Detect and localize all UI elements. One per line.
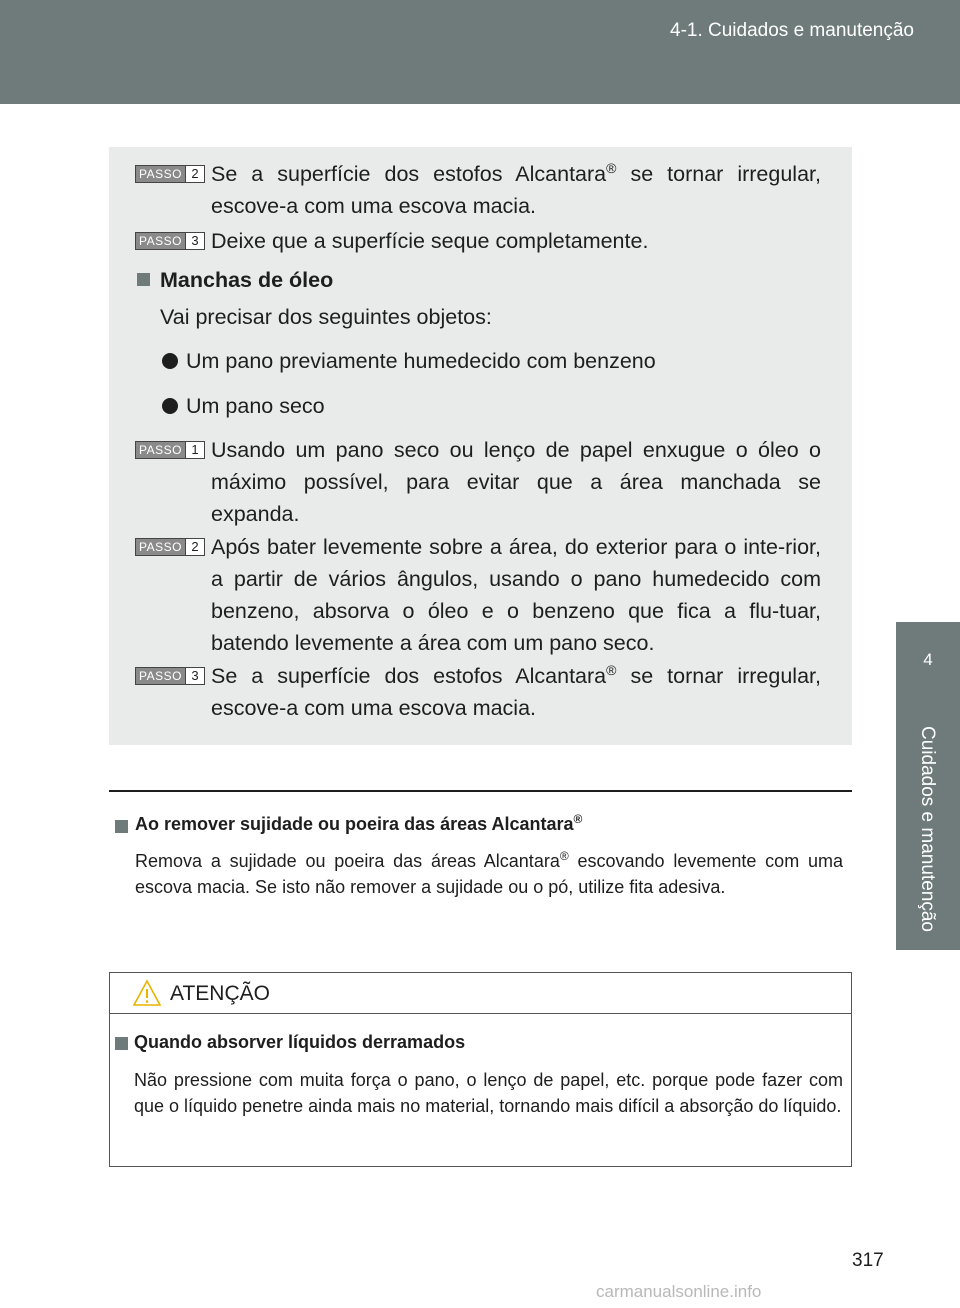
step-badge-number: 3 [185, 233, 204, 249]
chapter-label: Cuidados e manutenção [917, 726, 938, 932]
oil-bullet: Um pano previamente humedecido com benzeno [186, 349, 656, 373]
watermark: carmanualsonline.info [596, 1282, 762, 1301]
step-badge-word: PASSO [136, 539, 185, 555]
warning-box [109, 972, 852, 1167]
step-badge [135, 538, 205, 556]
step-badge-word: PASSO [136, 442, 185, 458]
bullet-dot [162, 353, 178, 369]
oil-heading: Manchas de óleo [160, 268, 334, 292]
warning-title: Quando absorver líquidos derramados [134, 1032, 466, 1052]
section-square-marker [137, 273, 150, 286]
step-badge [135, 441, 205, 459]
chapter-side-tab [896, 104, 960, 1204]
step-badge-word: PASSO [136, 668, 185, 684]
note-body: Remova a sujidade ou poeira das áreas Alcantara® escovando levemente com uma escova macia. Se isto não remover a sujidade ou o pó, utilize fita adesiva. [135, 849, 843, 897]
step-badge-word: PASSO [136, 166, 185, 182]
note-title: Ao remover sujidade ou poeira das áreas Alcantara® [135, 812, 583, 834]
chapter-label-block [896, 720, 960, 950]
oil-intro: Vai precisar dos seguintes objetos: [160, 305, 492, 329]
step-text: Se a superfície dos estofos Alcantara® se tornar irregular, escove-a com uma escova macia. [211, 661, 821, 720]
step-text: Se a superfície dos estofos Alcantara® se tornar irregular, escove-a com uma escova macia. [211, 159, 821, 218]
warning-header [110, 973, 851, 1014]
step-badge-word: PASSO [136, 233, 185, 249]
step-badge [135, 667, 205, 685]
step-text: Deixe que a superfície seque completamente. [211, 229, 649, 253]
warning-triangle-icon [132, 979, 162, 1007]
step-badge-number: 3 [185, 668, 204, 684]
section-divider [109, 790, 852, 792]
step-badge-number: 2 [185, 539, 204, 555]
warning-body: Não pressione com muita força o pano, o lenço de papel, etc. porque pode fazer com que o líquido penetre ainda mais no material, tornando mais difícil a absorção do líquido. [134, 1070, 843, 1116]
section-square-marker [115, 1037, 128, 1050]
oil-bullet: Um pano seco [186, 394, 325, 418]
step-badge-number: 1 [185, 442, 204, 458]
page-number: 317 [852, 1250, 884, 1271]
bullet-dot [162, 398, 178, 414]
step-badge [135, 165, 205, 183]
step-text: Após bater levemente sobre a área, do exterior para o inte-rior, a partir de vários ângulos, usando o pano humedecido com benzeno, absorva o óleo e o benzeno que fica a flu-tuar, batendo levemente a área com um pano seco. [211, 535, 821, 655]
section-title: 4-1. Cuidados e manutenção [670, 20, 914, 41]
step-text: Usando um pano seco ou lenço de papel enxugue o óleo o máximo possível, para evitar que a área manchada se expanda. [211, 438, 821, 526]
step-badge-number: 2 [185, 166, 204, 182]
warning-label: ATENÇÃO [170, 982, 270, 1005]
chapter-number: 4 [896, 622, 960, 720]
section-square-marker [115, 820, 128, 833]
step-badge [135, 232, 205, 250]
page-header [0, 0, 960, 104]
